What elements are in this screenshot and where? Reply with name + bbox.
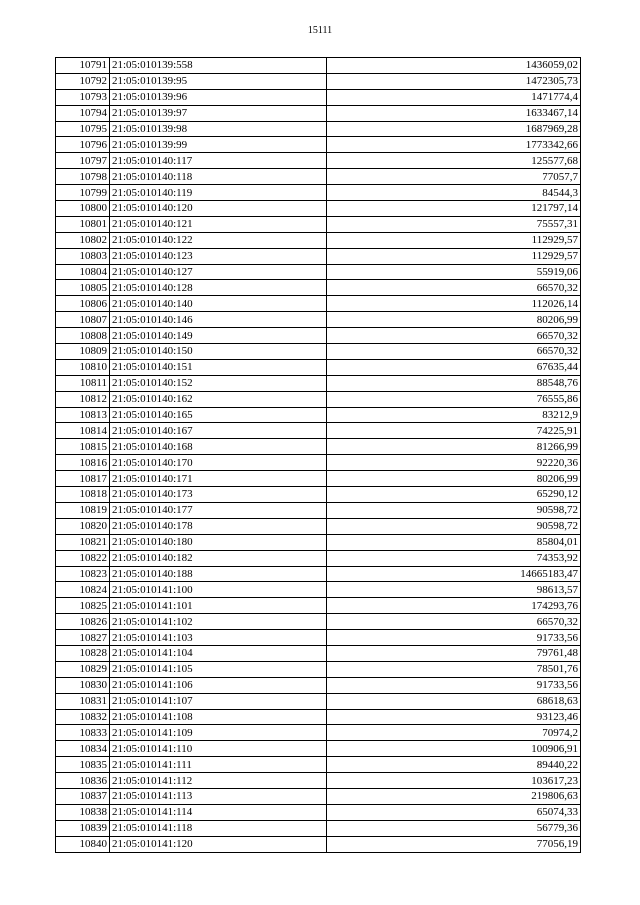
- row-number-cell: 10792: [56, 73, 110, 89]
- table-row: [56, 502, 581, 518]
- table-row: [56, 820, 581, 836]
- table-row: [56, 58, 581, 74]
- table-row: [56, 137, 581, 153]
- table-row: [56, 328, 581, 344]
- cadastral-value-cell: 80206,99: [327, 471, 581, 487]
- cadastral-number-cell: 21:05:010141:105: [110, 661, 327, 677]
- row-number-cell: 10822: [56, 550, 110, 566]
- cadastral-value-cell: 74225,91: [327, 423, 581, 439]
- row-number-cell: 10805: [56, 280, 110, 296]
- row-number-cell: 10835: [56, 757, 110, 773]
- cadastral-value-cell: 93123,46: [327, 709, 581, 725]
- table-row: [56, 566, 581, 582]
- table-row: [56, 73, 581, 89]
- cadastral-number-cell: 21:05:010139:96: [110, 89, 327, 105]
- row-number-cell: 10806: [56, 296, 110, 312]
- row-number-cell: 10827: [56, 630, 110, 646]
- cadastral-value-cell: 66570,32: [327, 344, 581, 360]
- cadastral-number-cell: 21:05:010140:123: [110, 248, 327, 264]
- table-row: [56, 264, 581, 280]
- row-number-cell: 10809: [56, 344, 110, 360]
- cadastral-number-cell: 21:05:010140:178: [110, 518, 327, 534]
- cadastral-value-cell: 1687969,28: [327, 121, 581, 137]
- cadastral-value-cell: 70974,2: [327, 725, 581, 741]
- cadastral-value-cell: 121797,14: [327, 201, 581, 217]
- cadastral-value-cell: 66570,32: [327, 614, 581, 630]
- cadastral-value-cell: 55919,06: [327, 264, 581, 280]
- cadastral-number-cell: 21:05:010141:109: [110, 725, 327, 741]
- cadastral-number-cell: 21:05:010139:98: [110, 121, 327, 137]
- row-number-cell: 10811: [56, 375, 110, 391]
- table-row: [56, 232, 581, 248]
- cadastral-number-cell: 21:05:010141:120: [110, 836, 327, 852]
- cadastral-value-cell: 77056,19: [327, 836, 581, 852]
- table-body: [56, 58, 581, 853]
- cadastral-number-cell: 21:05:010140:170: [110, 455, 327, 471]
- table-row: [56, 677, 581, 693]
- cadastral-value-cell: 100906,91: [327, 741, 581, 757]
- table-row: [56, 121, 581, 137]
- row-number-cell: 10840: [56, 836, 110, 852]
- cadastral-number-cell: 21:05:010141:107: [110, 693, 327, 709]
- row-number-cell: 10817: [56, 471, 110, 487]
- table-row: [56, 312, 581, 328]
- row-number-cell: 10818: [56, 487, 110, 503]
- table-row: [56, 773, 581, 789]
- table-row: [56, 645, 581, 661]
- row-number-cell: 10791: [56, 58, 110, 74]
- cadastral-number-cell: 21:05:010140:173: [110, 487, 327, 503]
- table-row: [56, 518, 581, 534]
- cadastral-value-cell: 66570,32: [327, 328, 581, 344]
- row-number-cell: 10823: [56, 566, 110, 582]
- table-row: [56, 375, 581, 391]
- table-row: [56, 153, 581, 169]
- row-number-cell: 10815: [56, 439, 110, 455]
- cadastral-value-cell: 77057,7: [327, 169, 581, 185]
- cadastral-value-cell: 79761,48: [327, 645, 581, 661]
- cadastral-number-cell: 21:05:010140:119: [110, 185, 327, 201]
- table-row: [56, 487, 581, 503]
- cadastral-number-cell: 21:05:010141:114: [110, 804, 327, 820]
- cadastral-value-cell: 125577,68: [327, 153, 581, 169]
- cadastral-number-cell: 21:05:010140:118: [110, 169, 327, 185]
- row-number-cell: 10820: [56, 518, 110, 534]
- table-row: [56, 741, 581, 757]
- cadastral-value-cell: 56779,36: [327, 820, 581, 836]
- cadastral-value-cell: 91733,56: [327, 677, 581, 693]
- cadastral-number-cell: 21:05:010141:102: [110, 614, 327, 630]
- row-number-cell: 10803: [56, 248, 110, 264]
- row-number-cell: 10824: [56, 582, 110, 598]
- table-row: [56, 693, 581, 709]
- table-row: [56, 455, 581, 471]
- cadastral-number-cell: 21:05:010140:162: [110, 391, 327, 407]
- row-number-cell: 10798: [56, 169, 110, 185]
- cadastral-number-cell: 21:05:010140:128: [110, 280, 327, 296]
- cadastral-number-cell: 21:05:010140:150: [110, 344, 327, 360]
- cadastral-number-cell: 21:05:010140:168: [110, 439, 327, 455]
- cadastral-number-cell: 21:05:010140:171: [110, 471, 327, 487]
- table-row: [56, 788, 581, 804]
- cadastral-number-cell: 21:05:010140:117: [110, 153, 327, 169]
- row-number-cell: 10796: [56, 137, 110, 153]
- table-row: [56, 359, 581, 375]
- cadastral-number-cell: 21:05:010140:151: [110, 359, 327, 375]
- cadastral-number-cell: 21:05:010141:118: [110, 820, 327, 836]
- table-row: [56, 614, 581, 630]
- cadastral-number-cell: 21:05:010140:188: [110, 566, 327, 582]
- row-number-cell: 10838: [56, 804, 110, 820]
- row-number-cell: 10839: [56, 820, 110, 836]
- cadastral-number-cell: 21:05:010141:112: [110, 773, 327, 789]
- row-number-cell: 10837: [56, 788, 110, 804]
- cadastral-number-cell: 21:05:010140:146: [110, 312, 327, 328]
- cadastral-number-cell: 21:05:010140:149: [110, 328, 327, 344]
- row-number-cell: 10831: [56, 693, 110, 709]
- cadastral-number-cell: 21:05:010140:152: [110, 375, 327, 391]
- table-row: [56, 169, 581, 185]
- table-row: [56, 598, 581, 614]
- table-row: [56, 836, 581, 852]
- cadastral-number-cell: 21:05:010140:140: [110, 296, 327, 312]
- page-number: 15111: [307, 25, 333, 36]
- cadastral-value-cell: 85804,01: [327, 534, 581, 550]
- table-row: [56, 344, 581, 360]
- table-row: [56, 391, 581, 407]
- cadastral-value-cell: 67635,44: [327, 359, 581, 375]
- cadastral-value-cell: 76555,86: [327, 391, 581, 407]
- cadastral-value-cell: 90598,72: [327, 518, 581, 534]
- row-number-cell: 10799: [56, 185, 110, 201]
- cadastral-number-cell: 21:05:010139:95: [110, 73, 327, 89]
- table-row: [56, 248, 581, 264]
- cadastral-value-cell: 75557,31: [327, 216, 581, 232]
- row-number-cell: 10819: [56, 502, 110, 518]
- cadastral-number-cell: 21:05:010140:180: [110, 534, 327, 550]
- cadastral-number-cell: 21:05:010141:110: [110, 741, 327, 757]
- cadastral-number-cell: 21:05:010141:106: [110, 677, 327, 693]
- table-row: [56, 185, 581, 201]
- cadastral-value-table: [55, 57, 581, 853]
- table-row: [56, 630, 581, 646]
- table-row: [56, 296, 581, 312]
- row-number-cell: 10832: [56, 709, 110, 725]
- cadastral-value-cell: 103617,23: [327, 773, 581, 789]
- cadastral-value-cell: 91733,56: [327, 630, 581, 646]
- cadastral-value-cell: 84544,3: [327, 185, 581, 201]
- row-number-cell: 10794: [56, 105, 110, 121]
- row-number-cell: 10800: [56, 201, 110, 217]
- cadastral-value-cell: 112929,57: [327, 248, 581, 264]
- cadastral-number-cell: 21:05:010140:177: [110, 502, 327, 518]
- cadastral-number-cell: 21:05:010140:165: [110, 407, 327, 423]
- cadastral-value-cell: 92220,36: [327, 455, 581, 471]
- table-row: [56, 661, 581, 677]
- row-number-cell: 10793: [56, 89, 110, 105]
- cadastral-number-cell: 21:05:010139:97: [110, 105, 327, 121]
- cadastral-number-cell: 21:05:010140:120: [110, 201, 327, 217]
- row-number-cell: 10801: [56, 216, 110, 232]
- cadastral-value-cell: 1436059,02: [327, 58, 581, 74]
- cadastral-value-cell: 14665183,47: [327, 566, 581, 582]
- cadastral-number-cell: 21:05:010141:100: [110, 582, 327, 598]
- cadastral-value-cell: 1633467,14: [327, 105, 581, 121]
- cadastral-value-cell: 89440,22: [327, 757, 581, 773]
- row-number-cell: 10828: [56, 645, 110, 661]
- table-row: [56, 407, 581, 423]
- row-number-cell: 10813: [56, 407, 110, 423]
- cadastral-value-cell: 78501,76: [327, 661, 581, 677]
- table-row: [56, 757, 581, 773]
- cadastral-number-cell: 21:05:010140:167: [110, 423, 327, 439]
- row-number-cell: 10797: [56, 153, 110, 169]
- table-row: [56, 582, 581, 598]
- cadastral-number-cell: 21:05:010141:104: [110, 645, 327, 661]
- cadastral-number-cell: 21:05:010140:127: [110, 264, 327, 280]
- row-number-cell: 10802: [56, 232, 110, 248]
- table-row: [56, 439, 581, 455]
- cadastral-value-cell: 74353,92: [327, 550, 581, 566]
- row-number-cell: 10829: [56, 661, 110, 677]
- row-number-cell: 10807: [56, 312, 110, 328]
- cadastral-number-cell: 21:05:010139:558: [110, 58, 327, 74]
- cadastral-number-cell: 21:05:010141:101: [110, 598, 327, 614]
- row-number-cell: 10810: [56, 359, 110, 375]
- row-number-cell: 10830: [56, 677, 110, 693]
- row-number-cell: 10836: [56, 773, 110, 789]
- table-row: [56, 105, 581, 121]
- row-number-cell: 10816: [56, 455, 110, 471]
- row-number-cell: 10834: [56, 741, 110, 757]
- row-number-cell: 10814: [56, 423, 110, 439]
- cadastral-number-cell: 21:05:010141:108: [110, 709, 327, 725]
- table-row: [56, 89, 581, 105]
- cadastral-value-cell: 112929,57: [327, 232, 581, 248]
- cadastral-value-cell: 1472305,73: [327, 73, 581, 89]
- cadastral-value-cell: 112026,14: [327, 296, 581, 312]
- cadastral-number-cell: 21:05:010140:121: [110, 216, 327, 232]
- row-number-cell: 10812: [56, 391, 110, 407]
- row-number-cell: 10825: [56, 598, 110, 614]
- cadastral-value-cell: 66570,32: [327, 280, 581, 296]
- cadastral-value-cell: 83212,9: [327, 407, 581, 423]
- cadastral-value-cell: 174293,76: [327, 598, 581, 614]
- table-row: [56, 280, 581, 296]
- cadastral-value-cell: 65074,33: [327, 804, 581, 820]
- table-row: [56, 550, 581, 566]
- cadastral-value-cell: 80206,99: [327, 312, 581, 328]
- cadastral-value-cell: 1773342,66: [327, 137, 581, 153]
- row-number-cell: 10826: [56, 614, 110, 630]
- cadastral-number-cell: 21:05:010141:113: [110, 788, 327, 804]
- cadastral-value-cell: 98613,57: [327, 582, 581, 598]
- table-row: [56, 725, 581, 741]
- cadastral-value-cell: 81266,99: [327, 439, 581, 455]
- row-number-cell: 10804: [56, 264, 110, 280]
- cadastral-number-cell: 21:05:010140:182: [110, 550, 327, 566]
- row-number-cell: 10795: [56, 121, 110, 137]
- table-row: [56, 471, 581, 487]
- table-row: [56, 201, 581, 217]
- cadastral-number-cell: 21:05:010141:111: [110, 757, 327, 773]
- table-row: [56, 216, 581, 232]
- row-number-cell: 10808: [56, 328, 110, 344]
- cadastral-number-cell: 21:05:010141:103: [110, 630, 327, 646]
- row-number-cell: 10833: [56, 725, 110, 741]
- table-row: [56, 804, 581, 820]
- cadastral-number-cell: 21:05:010139:99: [110, 137, 327, 153]
- table-row: [56, 423, 581, 439]
- cadastral-value-cell: 88548,76: [327, 375, 581, 391]
- cadastral-value-cell: 1471774,4: [327, 89, 581, 105]
- cadastral-value-cell: 90598,72: [327, 502, 581, 518]
- table-row: [56, 709, 581, 725]
- table-row: [56, 534, 581, 550]
- cadastral-value-cell: 68618,63: [327, 693, 581, 709]
- row-number-cell: 10821: [56, 534, 110, 550]
- cadastral-value-cell: 65290,12: [327, 487, 581, 503]
- cadastral-number-cell: 21:05:010140:122: [110, 232, 327, 248]
- cadastral-value-cell: 219806,63: [327, 788, 581, 804]
